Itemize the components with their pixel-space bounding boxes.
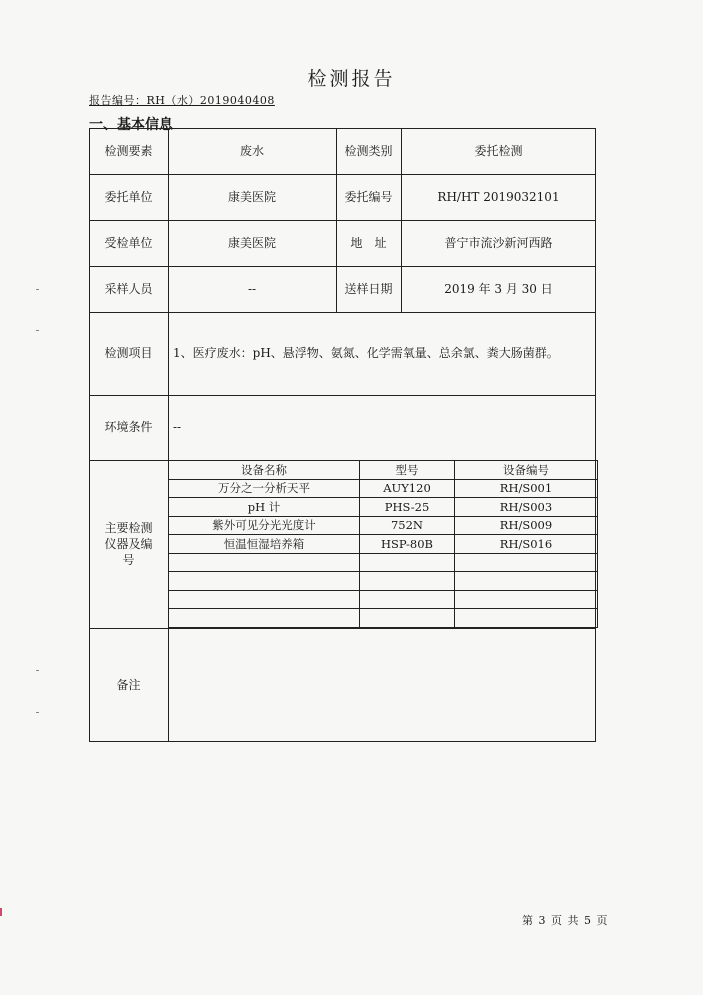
scan-speck [36, 330, 39, 331]
instruments-label: 主要检测仪器及编号 [104, 520, 153, 568]
client-label: 委托单位 [104, 189, 153, 204]
delivery-date-label: 送样日期 [344, 281, 393, 296]
header-device-name: 设备名称 [169, 461, 360, 480]
test-items-value: 1、医疗废水：pH、悬浮物、氨氮、化学需氧量、总余氯、粪大肠菌群。 [173, 346, 559, 361]
table-header-row [169, 461, 598, 480]
test-type-value: 委托检测 [474, 143, 523, 158]
test-items-label: 检测项目 [104, 346, 153, 361]
table-row [169, 535, 598, 554]
remarks-label: 备注 [116, 677, 141, 692]
environment-value: -- [173, 420, 182, 435]
device-name [169, 609, 360, 628]
device-no: RH/S016 [455, 535, 598, 554]
scan-edge-mark [0, 908, 2, 916]
table-row [169, 516, 598, 535]
scan-speck [36, 670, 39, 671]
device-model: AUY120 [360, 479, 455, 498]
address-label: 地 址 [350, 235, 387, 250]
remarks-value [168, 628, 596, 742]
delivery-date-value: 2019 年 3 月 30 日 [444, 281, 553, 296]
table-row [169, 590, 598, 609]
device-no: RH/S009 [455, 516, 598, 535]
device-no [455, 609, 598, 628]
page-title: 检测报告 [307, 68, 396, 90]
address-value: 普宁市流沙新河西路 [444, 235, 553, 250]
device-model [360, 609, 455, 628]
table-row [169, 498, 598, 517]
sample-element-label: 检测要素 [104, 143, 153, 158]
device-name: 紫外可见分光光度计 [169, 516, 360, 535]
table-row [169, 609, 598, 628]
device-model: PHS-25 [360, 498, 455, 517]
client-value: 康美医院 [227, 189, 276, 204]
environment-label: 环境条件 [104, 420, 153, 435]
device-name [169, 572, 360, 591]
instruments-table [168, 460, 598, 628]
device-name: pH 计 [169, 498, 360, 517]
device-no [455, 553, 598, 572]
table-row [169, 479, 598, 498]
header-device-no: 设备编号 [455, 461, 598, 480]
device-name: 恒温恒湿培养箱 [169, 535, 360, 554]
inspected-unit-value: 康美医院 [227, 235, 276, 250]
table-row [169, 572, 598, 591]
sample-element-value: 废水 [239, 143, 264, 158]
device-name [169, 590, 360, 609]
header-model: 型号 [360, 461, 455, 480]
device-model: HSP-80B [360, 535, 455, 554]
test-type-label: 检测类别 [344, 143, 393, 158]
device-model: 752N [360, 516, 455, 535]
page-number: 第 3 页 共 5 页 [522, 914, 609, 927]
device-model [360, 572, 455, 591]
commission-no-value: RH/HT 2019032101 [437, 189, 560, 204]
device-no: RH/S003 [455, 498, 598, 517]
scan-speck [36, 712, 39, 713]
inspected-unit-label: 受检单位 [104, 235, 153, 250]
section-heading: 一、基本信息 [89, 117, 173, 133]
scan-speck [36, 289, 39, 290]
device-model [360, 590, 455, 609]
commission-no-label: 委托编号 [344, 189, 393, 204]
report-number: 报告编号：RH（水）2019040408 [89, 94, 275, 107]
device-no [455, 590, 598, 609]
device-name: 万分之一分析天平 [169, 479, 360, 498]
table-row [169, 553, 598, 572]
device-no: RH/S001 [455, 479, 598, 498]
sampler-label: 采样人员 [104, 281, 153, 296]
sampler-value: -- [247, 281, 257, 296]
device-name [169, 553, 360, 572]
device-no [455, 572, 598, 591]
device-model [360, 553, 455, 572]
